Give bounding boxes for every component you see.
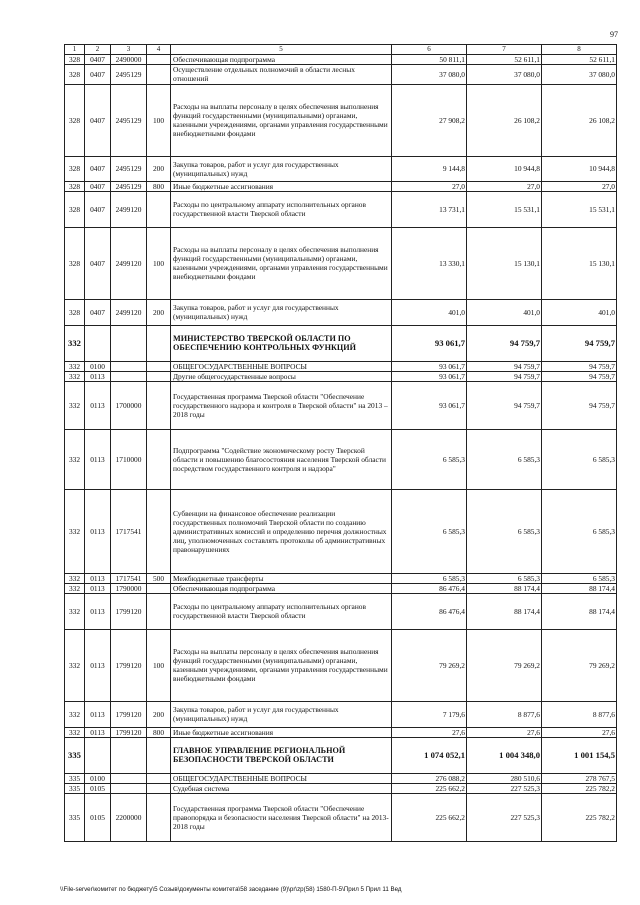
code-target-cell: 1717541 (111, 573, 147, 583)
code-admin-cell: 328 (65, 84, 85, 156)
column-header: 5 (171, 45, 392, 55)
file-path-footer: \\File-server\комитет по бюджету\5 Созыв\документы комитета\58 заседание (9)\pr\zp(58) 1580-П-5\Прил 5 Прил 11 Вед (60, 886, 402, 893)
amount-cell: 6 585,3 (467, 573, 542, 583)
amount-cell: 401,0 (392, 299, 467, 325)
code-section-cell: 0407 (85, 64, 111, 84)
amount-cell: 13 731,1 (392, 191, 467, 227)
amount-cell: 88 174,4 (542, 583, 617, 593)
amount-cell: 401,0 (467, 299, 542, 325)
code-admin-cell: 328 (65, 54, 85, 64)
code-section-cell: 0407 (85, 181, 111, 191)
amount-cell: 94 759,7 (467, 371, 542, 381)
description-cell: МИНИСТЕРСТВО ТВЕРСКОЙ ОБЛАСТИ ПО ОБЕСПЕЧЕНИЮ КОНТРОЛЬНЫХ ФУНКЦИЙ (171, 325, 392, 361)
amount-cell: 6 585,3 (542, 573, 617, 583)
code-type-cell: 100 (147, 629, 171, 701)
code-section-cell: 0113 (85, 593, 111, 629)
amount-cell: 27,6 (467, 727, 542, 737)
description-cell: ГЛАВНОЕ УПРАВЛЕНИЕ РЕГИОНАЛЬНОЙ БЕЗОПАСНОСТИ ТВЕРСКОЙ ОБЛАСТИ (171, 737, 392, 773)
description-cell: ОБЩЕГОСУДАРСТВЕННЫЕ ВОПРОСЫ (171, 773, 392, 783)
amount-cell: 8 877,6 (542, 701, 617, 727)
amount-cell: 26 108,2 (467, 84, 542, 156)
amount-cell: 79 269,2 (467, 629, 542, 701)
code-section-cell: 0105 (85, 793, 111, 841)
amount-cell: 26 108,2 (542, 84, 617, 156)
amount-cell: 27,0 (467, 181, 542, 191)
amount-cell: 94 759,7 (542, 325, 617, 361)
amount-cell: 13 330,1 (392, 227, 467, 299)
code-type-cell (147, 191, 171, 227)
amount-cell: 93 061,7 (392, 325, 467, 361)
description-cell: Расходы по центральному аппарату исполнительных органов государственной власти Тверской области (171, 191, 392, 227)
code-admin-cell: 328 (65, 191, 85, 227)
amount-cell: 6 585,3 (467, 429, 542, 489)
column-header: 6 (392, 45, 467, 55)
code-type-cell: 200 (147, 299, 171, 325)
table-row (65, 227, 617, 299)
code-type-cell (147, 593, 171, 629)
code-type-cell: 200 (147, 156, 171, 181)
amount-cell: 225 662,2 (392, 783, 467, 793)
code-type-cell (147, 783, 171, 793)
description-cell: Государственная программа Тверской области "Обеспечение государственного надзора и контроля в Тверской области" на 2013 – 2018 годы (171, 381, 392, 429)
amount-cell: 15 130,1 (542, 227, 617, 299)
code-section-cell: 0407 (85, 54, 111, 64)
code-admin-cell: 332 (65, 583, 85, 593)
table-row (65, 593, 617, 629)
code-admin-cell: 328 (65, 181, 85, 191)
code-admin-cell: 332 (65, 361, 85, 371)
amount-cell: 88 174,4 (467, 583, 542, 593)
amount-cell: 93 061,7 (392, 381, 467, 429)
description-cell: Расходы по центральному аппарату исполнительных органов государственной власти Тверской области (171, 593, 392, 629)
code-target-cell: 2499120 (111, 191, 147, 227)
code-type-cell (147, 429, 171, 489)
amount-cell: 94 759,7 (467, 325, 542, 361)
amount-cell: 6 585,3 (542, 429, 617, 489)
amount-cell: 1 001 154,5 (542, 737, 617, 773)
amount-cell: 7 179,6 (392, 701, 467, 727)
amount-cell: 94 759,7 (467, 381, 542, 429)
code-target-cell: 1790000 (111, 583, 147, 593)
code-section-cell: 0113 (85, 701, 111, 727)
code-section-cell: 0113 (85, 573, 111, 583)
amount-cell: 227 525,3 (467, 783, 542, 793)
table-row (65, 629, 617, 701)
amount-cell: 280 510,6 (467, 773, 542, 783)
code-type-cell (147, 64, 171, 84)
amount-cell: 94 759,7 (467, 361, 542, 371)
description-cell: Осуществление отдельных полномочий в области лесных отношений (171, 64, 392, 84)
amount-cell: 88 174,4 (542, 593, 617, 629)
code-type-cell: 800 (147, 181, 171, 191)
amount-cell: 27,0 (542, 181, 617, 191)
code-type-cell: 500 (147, 573, 171, 583)
amount-cell: 88 174,4 (467, 593, 542, 629)
table-row (65, 64, 617, 84)
table-row (65, 429, 617, 489)
amount-cell: 86 476,4 (392, 583, 467, 593)
code-section-cell: 0100 (85, 773, 111, 783)
column-header: 3 (111, 45, 147, 55)
column-header: 8 (542, 45, 617, 55)
amount-cell: 27,6 (542, 727, 617, 737)
code-section-cell: 0113 (85, 727, 111, 737)
amount-cell: 6 585,3 (392, 429, 467, 489)
description-cell: Подпрограмма "Содействие экономическому росту Тверской области и повышению благосостояния населения Тверской области посредством государственного контроля и надзора" (171, 429, 392, 489)
code-type-cell: 100 (147, 84, 171, 156)
amount-cell: 15 130,1 (467, 227, 542, 299)
description-cell: Иные бюджетные ассигнования (171, 727, 392, 737)
code-admin-cell: 335 (65, 773, 85, 783)
code-section-cell: 0407 (85, 84, 111, 156)
table-row (65, 727, 617, 737)
amount-cell: 6 585,3 (392, 573, 467, 583)
code-target-cell (111, 361, 147, 371)
code-admin-cell: 328 (65, 156, 85, 181)
code-target-cell (111, 773, 147, 783)
code-section-cell: 0407 (85, 299, 111, 325)
code-admin-cell: 332 (65, 381, 85, 429)
amount-cell: 227 525,3 (467, 793, 542, 841)
code-type-cell (147, 583, 171, 593)
code-target-cell: 1799120 (111, 701, 147, 727)
description-cell: Судебная система (171, 783, 392, 793)
code-admin-cell: 332 (65, 629, 85, 701)
amount-cell: 37 080,0 (467, 64, 542, 84)
description-cell: Закупка товаров, работ и услуг для государственных (муниципальных) нужд (171, 701, 392, 727)
amount-cell: 27 908,2 (392, 84, 467, 156)
code-section-cell: 0113 (85, 381, 111, 429)
table-row (65, 181, 617, 191)
table-row (65, 783, 617, 793)
amount-cell: 27,0 (392, 181, 467, 191)
code-admin-cell: 332 (65, 429, 85, 489)
table-row (65, 299, 617, 325)
code-type-cell (147, 381, 171, 429)
column-header-row (65, 45, 617, 55)
amount-cell: 8 877,6 (467, 701, 542, 727)
amount-cell: 6 585,3 (392, 489, 467, 573)
column-header: 1 (65, 45, 85, 55)
amount-cell: 93 061,7 (392, 371, 467, 381)
description-cell: Расходы на выплаты персоналу в целях обеспечения выполнения функций государственными (муниципальными) органами, казенными учреждениями, органами управления государственными внебюджетными фондами (171, 84, 392, 156)
code-target-cell: 1799120 (111, 727, 147, 737)
table-row (65, 361, 617, 371)
amount-cell: 6 585,3 (542, 489, 617, 573)
code-section-cell (85, 325, 111, 361)
code-admin-cell: 332 (65, 727, 85, 737)
code-section-cell: 0407 (85, 191, 111, 227)
code-section-cell: 0407 (85, 156, 111, 181)
amount-cell: 225 782,2 (542, 793, 617, 841)
code-type-cell: 200 (147, 701, 171, 727)
table-row-department (65, 737, 617, 773)
code-target-cell (111, 371, 147, 381)
table-row (65, 793, 617, 841)
amount-cell: 52 611,1 (467, 54, 542, 64)
amount-cell: 27,6 (392, 727, 467, 737)
code-section-cell: 0113 (85, 429, 111, 489)
table-row (65, 773, 617, 783)
column-header: 4 (147, 45, 171, 55)
code-admin-cell: 332 (65, 593, 85, 629)
code-target-cell: 1710000 (111, 429, 147, 489)
code-section-cell: 0407 (85, 227, 111, 299)
code-admin-cell: 332 (65, 489, 85, 573)
code-target-cell: 2490000 (111, 54, 147, 64)
code-target-cell: 2495129 (111, 181, 147, 191)
amount-cell: 10 944,8 (542, 156, 617, 181)
description-cell: Закупка товаров, работ и услуг для государственных (муниципальных) нужд (171, 156, 392, 181)
amount-cell: 10 944,8 (467, 156, 542, 181)
code-section-cell: 0100 (85, 361, 111, 371)
code-type-cell (147, 325, 171, 361)
amount-cell: 1 074 052,1 (392, 737, 467, 773)
column-header: 7 (467, 45, 542, 55)
amount-cell: 79 269,2 (542, 629, 617, 701)
description-cell: Иные бюджетные ассигнования (171, 181, 392, 191)
amount-cell: 94 759,7 (542, 381, 617, 429)
table-row (65, 156, 617, 181)
amount-cell: 52 611,1 (542, 54, 617, 64)
code-section-cell: 0113 (85, 583, 111, 593)
code-type-cell: 100 (147, 227, 171, 299)
description-cell: Расходы на выплаты персоналу в целях обеспечения выполнения функций государственными (муниципальными) органами, казенными учреждениями, органами управления государственными внебюджетными фондами (171, 227, 392, 299)
description-cell: ОБЩЕГОСУДАРСТВЕННЫЕ ВОПРОСЫ (171, 361, 392, 371)
table-row (65, 573, 617, 583)
code-admin-cell: 332 (65, 701, 85, 727)
code-admin-cell: 328 (65, 64, 85, 84)
table-row (65, 371, 617, 381)
code-type-cell (147, 737, 171, 773)
code-section-cell (85, 737, 111, 773)
code-section-cell: 0113 (85, 371, 111, 381)
code-section-cell: 0105 (85, 783, 111, 793)
code-type-cell (147, 793, 171, 841)
code-admin-cell: 335 (65, 783, 85, 793)
code-admin-cell: 335 (65, 793, 85, 841)
description-cell: Межбюджетные трансферты (171, 573, 392, 583)
table-row (65, 84, 617, 156)
amount-cell: 94 759,7 (542, 361, 617, 371)
code-admin-cell: 332 (65, 325, 85, 361)
amount-cell: 15 531,1 (467, 191, 542, 227)
amount-cell: 79 269,2 (392, 629, 467, 701)
amount-cell: 278 767,5 (542, 773, 617, 783)
code-admin-cell: 332 (65, 573, 85, 583)
table-row (65, 701, 617, 727)
amount-cell: 50 811,1 (392, 54, 467, 64)
description-cell: Субвенции на финансовое обеспечение реализации государственных полномочий Тверской области по созданию административных комиссий и определению перечня должностных лиц, уполномоченных составлять протоколы об административных правонарушениях (171, 489, 392, 573)
description-cell: Обеспечивающая подпрограмма (171, 54, 392, 64)
description-cell: Государственная программа Тверской области "Обеспечение правопорядка и безопасности населения Тверской области" на 2013-2018 годы (171, 793, 392, 841)
code-target-cell: 2495129 (111, 156, 147, 181)
amount-cell: 94 759,7 (542, 371, 617, 381)
code-type-cell (147, 489, 171, 573)
amount-cell: 225 782,2 (542, 783, 617, 793)
code-section-cell: 0113 (85, 489, 111, 573)
table-row (65, 381, 617, 429)
description-cell: Закупка товаров, работ и услуг для государственных (муниципальных) нужд (171, 299, 392, 325)
amount-cell: 86 476,4 (392, 593, 467, 629)
amount-cell: 401,0 (542, 299, 617, 325)
table-row (65, 54, 617, 64)
table-row-department (65, 325, 617, 361)
code-target-cell: 2499120 (111, 299, 147, 325)
column-header: 2 (85, 45, 111, 55)
amount-cell: 6 585,3 (467, 489, 542, 573)
page-number: 97 (610, 30, 618, 39)
budget-table (64, 44, 617, 842)
code-target-cell: 1717541 (111, 489, 147, 573)
description-cell: Расходы на выплаты персоналу в целях обеспечения выполнения функций государственными (муниципальными) органами, казенными учреждениями, органами управления государственными внебюджетными фондами (171, 629, 392, 701)
code-type-cell (147, 371, 171, 381)
code-section-cell: 0113 (85, 629, 111, 701)
code-type-cell: 800 (147, 727, 171, 737)
code-target-cell: 1799120 (111, 593, 147, 629)
amount-cell: 9 144,8 (392, 156, 467, 181)
description-cell: Обеспечивающая подпрограмма (171, 583, 392, 593)
code-admin-cell: 335 (65, 737, 85, 773)
code-type-cell (147, 361, 171, 371)
code-target-cell (111, 737, 147, 773)
amount-cell: 93 061,7 (392, 361, 467, 371)
code-target-cell: 1799120 (111, 629, 147, 701)
code-admin-cell: 328 (65, 299, 85, 325)
code-target-cell: 2200000 (111, 793, 147, 841)
code-admin-cell: 328 (65, 227, 85, 299)
code-target-cell: 2495129 (111, 64, 147, 84)
code-type-cell (147, 54, 171, 64)
amount-cell: 225 662,2 (392, 793, 467, 841)
amount-cell: 37 080,0 (542, 64, 617, 84)
table-row (65, 191, 617, 227)
code-admin-cell: 332 (65, 371, 85, 381)
amount-cell: 276 088,2 (392, 773, 467, 783)
amount-cell: 37 080,0 (392, 64, 467, 84)
code-target-cell (111, 783, 147, 793)
amount-cell: 15 531,1 (542, 191, 617, 227)
code-type-cell (147, 773, 171, 783)
code-target-cell: 2495129 (111, 84, 147, 156)
table-row (65, 583, 617, 593)
code-target-cell: 2499120 (111, 227, 147, 299)
code-target-cell (111, 325, 147, 361)
table-row (65, 489, 617, 573)
description-cell: Другие общегосударственные вопросы (171, 371, 392, 381)
amount-cell: 1 004 348,0 (467, 737, 542, 773)
code-target-cell: 1700000 (111, 381, 147, 429)
